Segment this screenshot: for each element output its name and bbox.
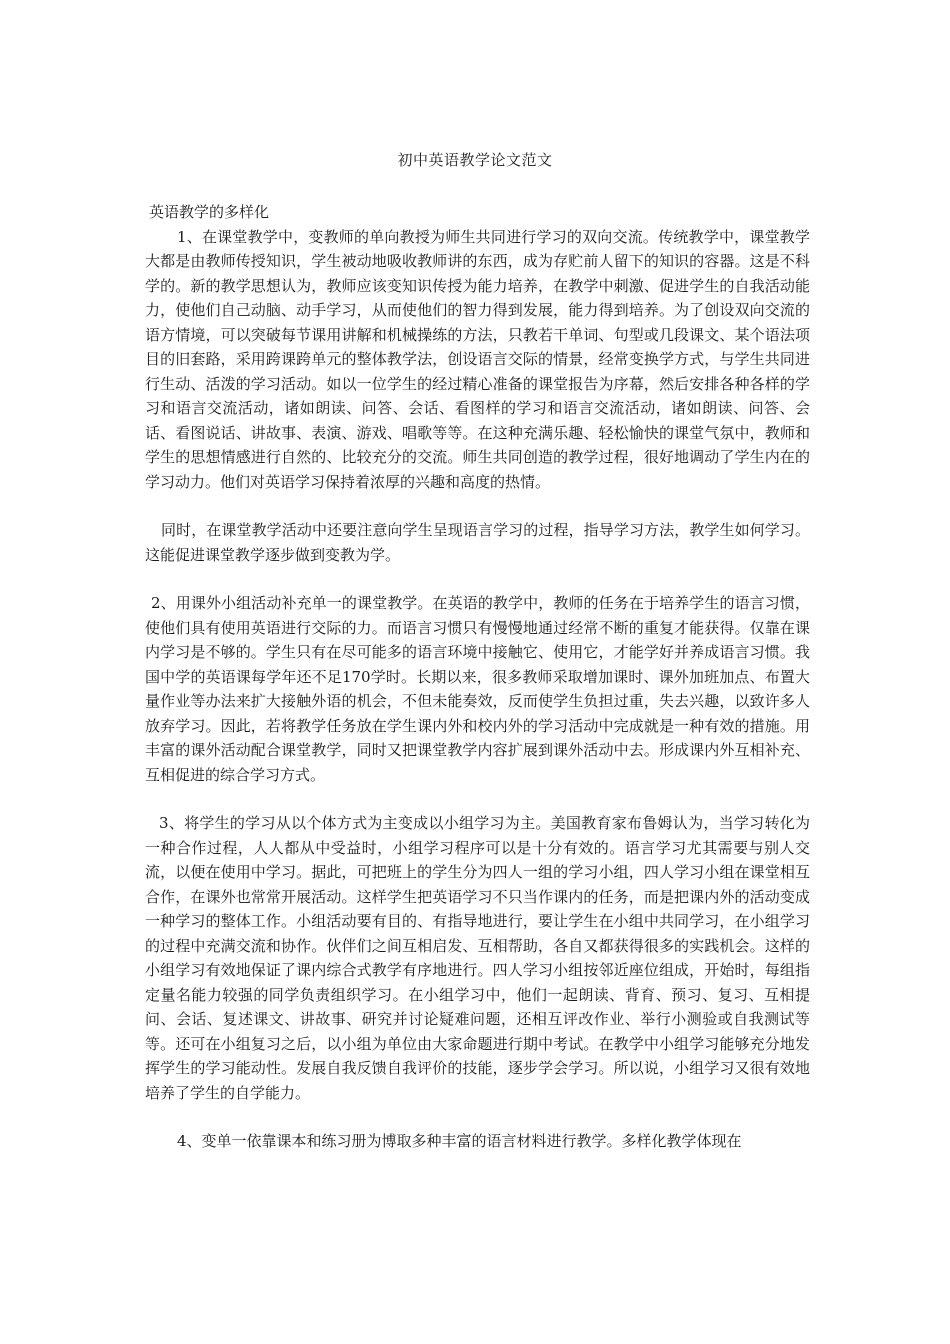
paragraph-5: 4、变单一依靠课本和练习册为博取多种丰富的语言材料进行教学。多样化教学体现在 [177, 1132, 742, 1150]
document-body [145, 200, 810, 1154]
paragraph-2: 同时，在课堂教学活动中还要注意向学生呈现语言学习的过程，指导学习方法，教学生如何学习。这能促进课堂教学逐步做到变教为学。 [145, 521, 810, 564]
paragraph-1: 1、在课堂教学中，变教师的单向教授为师生共同进行学习的双向交流。传统教学中，课堂教学大都是由教师传授知识，学生被动地吸收教师讲的东西，成为存贮前人留下的知识的容器。这是不科学的。新的教学思想认为，教师应该变知识传授为能力培养，在教学中刺激、促进学生的自我活动能力，使他们自己动脑、动手学习，从而使他们的智力得到发展，能力得到培养。为了创设双向交流的语方情境，可以突破每节课用讲解和机械操练的方法，只教若干单词、句型或几段课文、某个语法项目的旧套路，采用跨课跨单元的整体教学法，创设语言交际的情景，经常变换学方式，与学生共同进行生动、活泼的学习活动。如以一位学生的经过精心准备的课堂报告为序幕，然后安排各种各样的学习和语言交流活动，诸如朗读、问答、会话、看图样的学习和语言交流活动，诸如朗读、问答、会话、看图说话、讲故事、表演、游戏、唱歌等等。在这种充满乐趣、轻松愉快的课堂气氛中，教师和学生的思想情感进行自然的、比较充分的交流。师生共同创造的教学过程，很好地调动了学生内在的学习动力。他们对英语学习保持着浓厚的兴趣和高度的热情。 [145, 227, 810, 491]
paragraph-4: 3、将学生的学习从以个体方式为主变成以小组学习为主。美国教育家布鲁姆认为，当学习转化为一种合作过程，人人都从中受益时，小组学习程序可以是十分有效的。语言学习尤其需要与别人交流，以便在使用中学习。据此，可把班上的学生分为四人一组的学习小组，四人学习小组在课堂相互合作，在课外也常常开展活动。这样学生把英语学习不只当作课内的任务，而是把课内外的活动变成一种学习的整体工作。小组活动要有目的、有指导地进行，要让学生在小组中共同学习，在小组学习的过程中充满交流和协作。伙伴们之间互相启发、互相帮助，各自又都获得很多的实践机会。这样的小组学习有效地保证了课内综合式教学有序地进行。四人学习小组按邻近座位组成，开始时，每组指定量名能力较强的同学负责组织学习。在小组学习中，他们一起朗读、背育、预习、复习、互相提问、会话、复述课文、讲故事、研究并讨论疑难问题，还相互评改作业、举行小测验或自我测试等等。还可在小组复习之后，以小组为单位由大家命题进行期中考试。在教学中小组学习能够充分地发挥学生的学习能动性。发展自我反馈自我评价的技能，逐步学会学习。所以说，小组学习又很有效地培养了学生的自学能力。 [145, 814, 810, 1102]
document-title: 初中英语教学论文范文 [397, 151, 553, 169]
section-subtitle: 英语教学的多样化 [149, 203, 270, 221]
paragraph-3: 2、用课外小组活动补充单一的课堂教学。在英语的教学中，教师的任务在于培养学生的语言习惯，使他们具有使用英语进行交际的力。而语言习惯只有慢慢地通过经常不断的重复才能获得。仅靠在课内学习是不够的。学生只有在尽可能多的语言环境中接触它、使用它，才能学好并养成语言习惯。我国中学的英语课每学年还不足170学时。长期以来，很多教师采取增加课时、课外加班加点、布置大量作业等办法来扩大接触外语的机会，不但未能奏效，反而使学生负担过重，失去兴趣，以致许多人放弃学习。因此，若将教学任务放在学生课内外和校内外的学习活动中完成就是一种有效的措施。用丰富的课外活动配合课堂教学，同时又把课堂教学内容扩展到课外活动中去。形成课内外互相补充、互相促进的综合学习方式。 [145, 594, 810, 784]
